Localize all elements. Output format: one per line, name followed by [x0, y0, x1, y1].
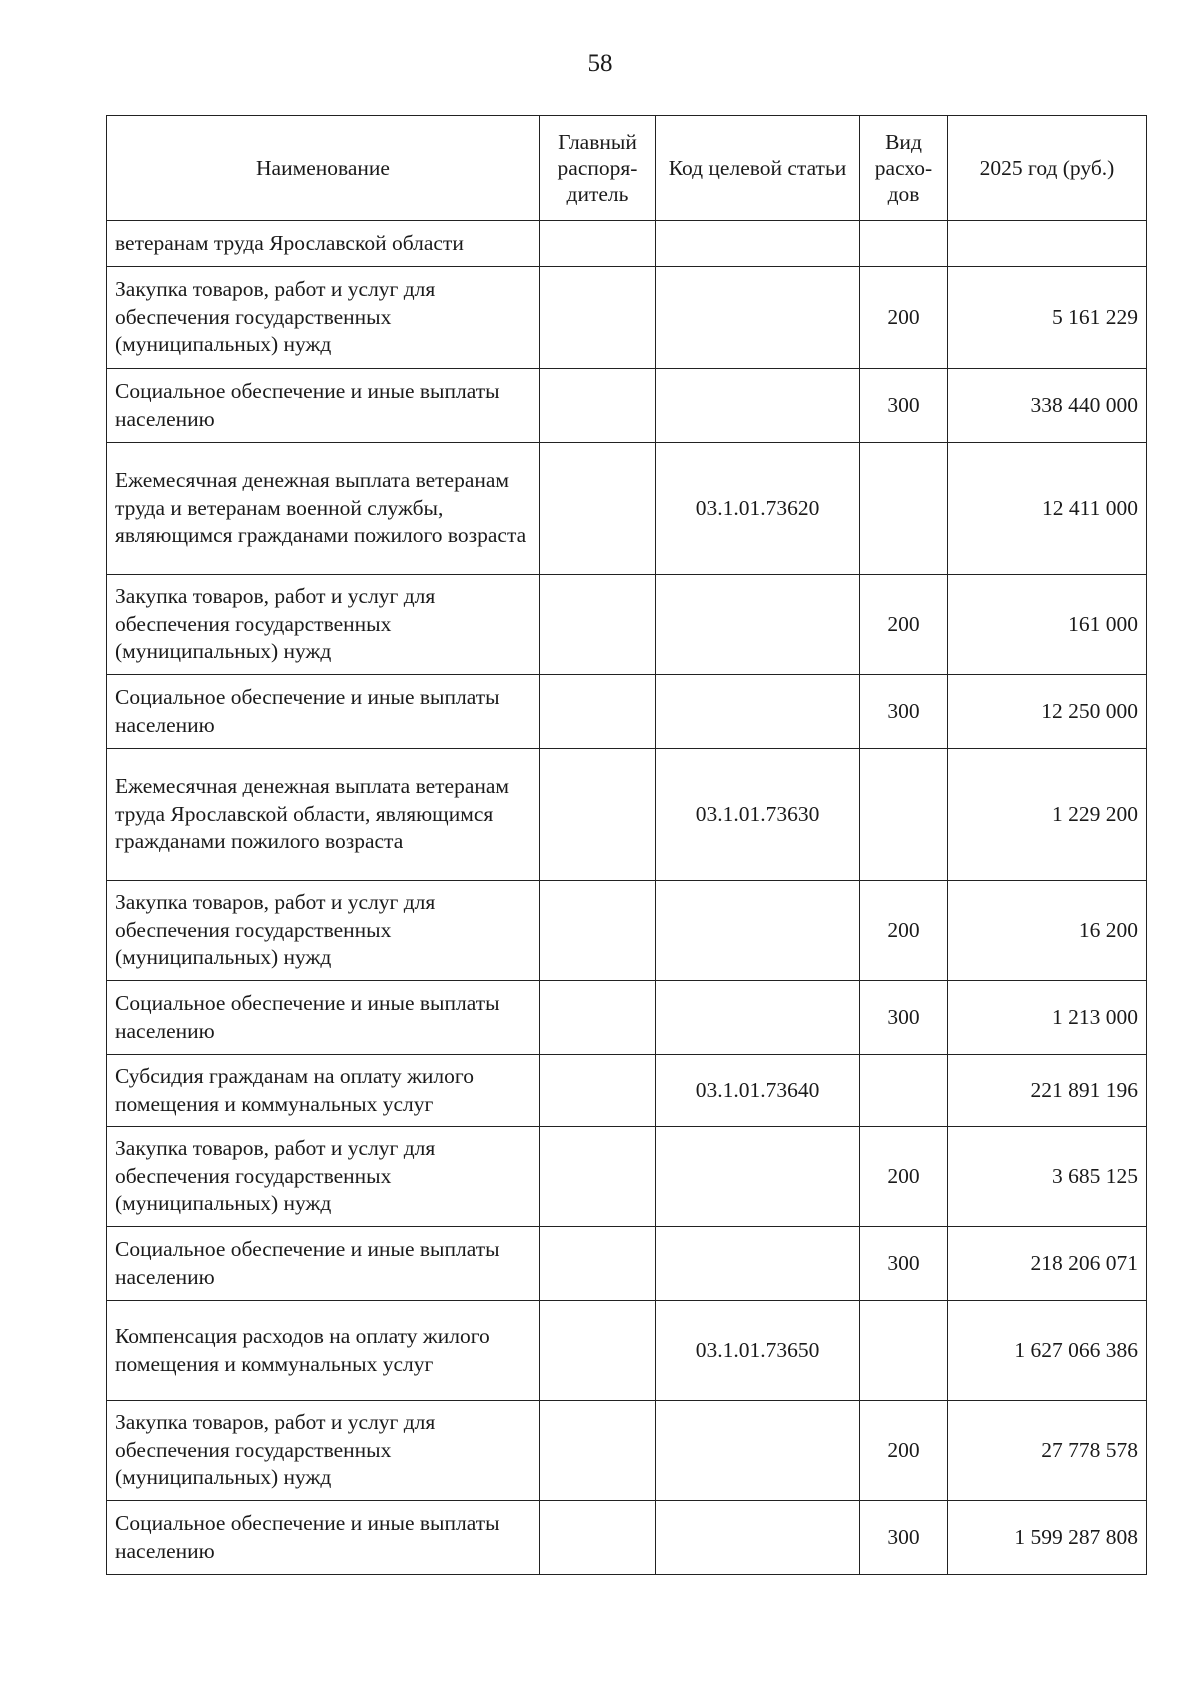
budget-table	[106, 115, 1147, 1575]
row-name: Ежемесячная денежная выплата ветеранам труда Ярославской области, являющимся гражданами пожилого возраста	[107, 749, 540, 881]
row-expense-type: 200	[860, 1127, 948, 1227]
row-main-manager	[540, 675, 656, 749]
row-name: Ежемесячная денежная выплата ветеранам труда и ветеранам военной службы, являющимся гражданами пожилого возраста	[107, 443, 540, 575]
row-amount: 16 200	[948, 881, 1147, 981]
table-header-row	[107, 116, 1147, 221]
row-amount: 338 440 000	[948, 369, 1147, 443]
table-row	[107, 1127, 1147, 1227]
row-name: Закупка товаров, работ и услуг для обеспечения государственных (муниципальных) нужд	[107, 575, 540, 675]
row-main-manager	[540, 749, 656, 881]
row-expense-type	[860, 1055, 948, 1127]
row-target-code	[656, 981, 860, 1055]
row-name: Закупка товаров, работ и услуг для обеспечения государственных (муниципальных) нужд	[107, 881, 540, 981]
row-amount: 27 778 578	[948, 1401, 1147, 1501]
row-target-code	[656, 1227, 860, 1301]
row-amount: 218 206 071	[948, 1227, 1147, 1301]
table-row	[107, 369, 1147, 443]
table-row	[107, 1501, 1147, 1575]
row-target-code	[656, 675, 860, 749]
row-expense-type: 200	[860, 1401, 948, 1501]
row-name: Социальное обеспечение и иные выплаты населению	[107, 981, 540, 1055]
row-main-manager	[540, 1501, 656, 1575]
row-name: Социальное обеспечение и иные выплаты населению	[107, 369, 540, 443]
row-target-code	[656, 369, 860, 443]
table-row	[107, 675, 1147, 749]
row-target-code: 03.1.01.73640	[656, 1055, 860, 1127]
header-target-code: Код целевой статьи	[656, 116, 860, 221]
row-amount: 161 000	[948, 575, 1147, 675]
row-main-manager	[540, 1127, 656, 1227]
row-expense-type: 300	[860, 675, 948, 749]
row-target-code	[656, 221, 860, 267]
row-name: Закупка товаров, работ и услуг для обеспечения государственных (муниципальных) нужд	[107, 267, 540, 369]
table-row	[107, 981, 1147, 1055]
row-expense-type	[860, 443, 948, 575]
row-amount: 12 411 000	[948, 443, 1147, 575]
page-number: 58	[587, 50, 613, 77]
row-target-code	[656, 1127, 860, 1227]
row-target-code: 03.1.01.73620	[656, 443, 860, 575]
row-target-code	[656, 1401, 860, 1501]
row-main-manager	[540, 1227, 656, 1301]
row-main-manager	[540, 575, 656, 675]
row-target-code	[656, 267, 860, 369]
row-amount: 5 161 229	[948, 267, 1147, 369]
row-expense-type	[860, 221, 948, 267]
row-amount: 1 213 000	[948, 981, 1147, 1055]
row-target-code	[656, 1501, 860, 1575]
row-target-code	[656, 575, 860, 675]
header-main-manager: Главный распоря-дитель	[540, 116, 656, 221]
row-expense-type: 300	[860, 1227, 948, 1301]
row-main-manager	[540, 981, 656, 1055]
table-row	[107, 1401, 1147, 1501]
table-row	[107, 1301, 1147, 1401]
row-amount: 12 250 000	[948, 675, 1147, 749]
header-year-amount: 2025 год (руб.)	[948, 116, 1147, 221]
row-expense-type	[860, 749, 948, 881]
row-name: Закупка товаров, работ и услуг для обеспечения государственных (муниципальных) нужд	[107, 1127, 540, 1227]
row-main-manager	[540, 267, 656, 369]
row-expense-type	[860, 1301, 948, 1401]
row-expense-type: 200	[860, 267, 948, 369]
row-amount: 3 685 125	[948, 1127, 1147, 1227]
row-name: Компенсация расходов на оплату жилого помещения и коммунальных услуг	[107, 1301, 540, 1401]
table-row	[107, 221, 1147, 267]
table-row	[107, 1055, 1147, 1127]
row-name: Социальное обеспечение и иные выплаты населению	[107, 1227, 540, 1301]
row-main-manager	[540, 1301, 656, 1401]
row-amount: 1 229 200	[948, 749, 1147, 881]
header-name: Наименование	[107, 116, 540, 221]
row-expense-type: 200	[860, 881, 948, 981]
row-main-manager	[540, 369, 656, 443]
table-row	[107, 575, 1147, 675]
row-name: Социальное обеспечение и иные выплаты населению	[107, 675, 540, 749]
header-expense-type: Вид расхо-дов	[860, 116, 948, 221]
row-main-manager	[540, 221, 656, 267]
row-name: Закупка товаров, работ и услуг для обеспечения государственных (муниципальных) нужд	[107, 1401, 540, 1501]
table-row	[107, 267, 1147, 369]
row-expense-type: 300	[860, 1501, 948, 1575]
table-row	[107, 881, 1147, 981]
row-amount	[948, 221, 1147, 267]
table-row	[107, 1227, 1147, 1301]
row-amount: 221 891 196	[948, 1055, 1147, 1127]
table-row	[107, 443, 1147, 575]
row-target-code	[656, 881, 860, 981]
table-row	[107, 749, 1147, 881]
row-name: Социальное обеспечение и иные выплаты населению	[107, 1501, 540, 1575]
row-target-code: 03.1.01.73630	[656, 749, 860, 881]
row-expense-type: 300	[860, 369, 948, 443]
row-expense-type: 200	[860, 575, 948, 675]
row-amount: 1 599 287 808	[948, 1501, 1147, 1575]
row-main-manager	[540, 1055, 656, 1127]
row-name: ветеранам труда Ярославской области	[107, 221, 540, 267]
row-main-manager	[540, 881, 656, 981]
row-amount: 1 627 066 386	[948, 1301, 1147, 1401]
row-name: Субсидия гражданам на оплату жилого помещения и коммунальных услуг	[107, 1055, 540, 1127]
row-main-manager	[540, 1401, 656, 1501]
row-main-manager	[540, 443, 656, 575]
row-expense-type: 300	[860, 981, 948, 1055]
row-target-code: 03.1.01.73650	[656, 1301, 860, 1401]
